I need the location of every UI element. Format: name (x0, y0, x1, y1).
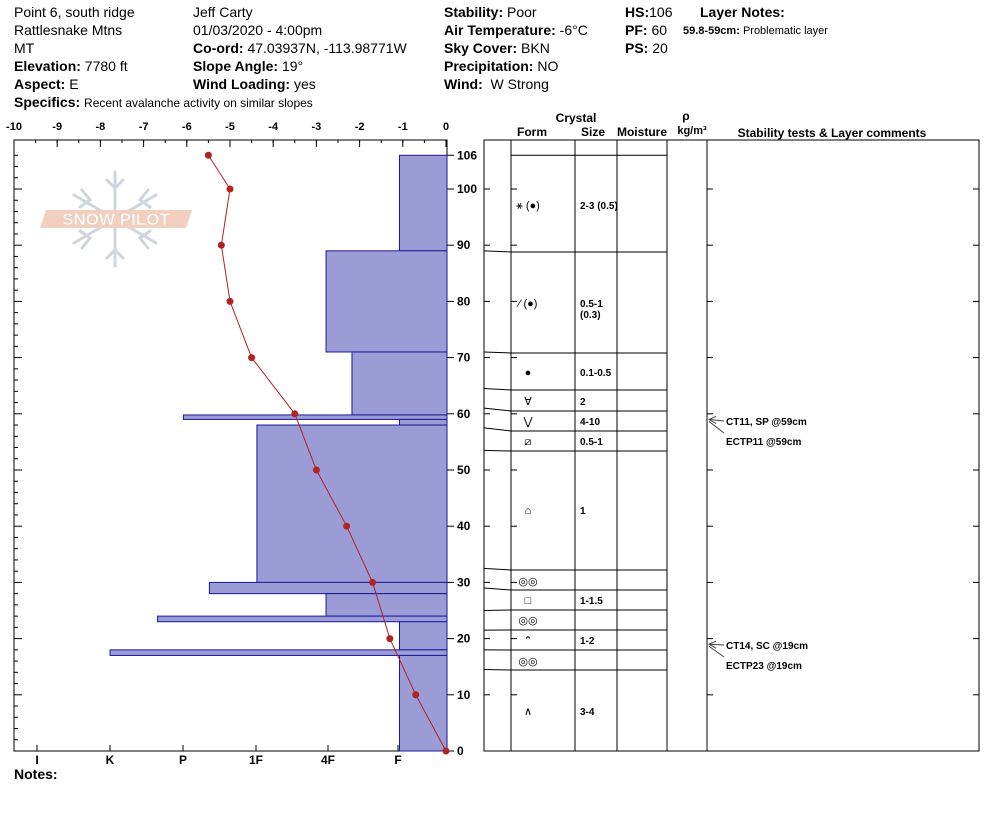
stability-test: ECTP11 @59cm (726, 437, 802, 448)
temp-tick-label: -7 (138, 121, 149, 133)
height-tick-label: 50 (457, 463, 471, 477)
hardness-tick-label: 4F (320, 753, 336, 767)
moisture-header: Moisture (616, 125, 668, 139)
state: MT (14, 40, 35, 56)
specifics: Specifics: Recent avalanche activity on similar slopes (14, 94, 313, 110)
hardness-layer (399, 622, 447, 650)
layer-form: ◎◎ (518, 615, 538, 627)
hardness-tick-label: P (178, 753, 188, 767)
temp-tick-label: -2 (354, 121, 365, 133)
layer-form: ⚹ (●) (516, 200, 540, 212)
temperature-point (248, 354, 255, 361)
test-arrow-line (709, 644, 724, 645)
datetime: 01/03/2020 - 4:00pm (193, 22, 323, 38)
hardness-layer (352, 352, 447, 415)
test-arrow-line (709, 646, 724, 657)
snowpilot-logo (40, 172, 192, 266)
layer-size: 1 (580, 506, 586, 517)
layer-form: ⋁ (523, 416, 533, 428)
hardness-tick-label: K (105, 753, 115, 767)
wind: Wind: W Strong (444, 76, 549, 92)
wind-loading: Wind Loading: yes (193, 76, 316, 92)
height-tick-label: 60 (457, 406, 471, 421)
hardness-layer (183, 415, 447, 419)
layer-form: ⌃ (523, 635, 533, 647)
temperature-point (291, 410, 298, 417)
height-tick-label: 40 (457, 519, 471, 534)
height-tick-label: 20 (457, 631, 471, 646)
hardness-layer (399, 155, 447, 251)
hardness-tick-label: F (394, 753, 402, 767)
stability-test: CT11, SP @59cm (726, 417, 807, 428)
size-header: Size (580, 125, 606, 139)
layer-form: ⁄ (●) (518, 298, 538, 310)
layer-notes-title: Layer Notes: (700, 4, 785, 20)
height-tick-label: 10 (457, 687, 471, 702)
range: Rattlesnake Mtns (14, 22, 123, 38)
hardness-layer (257, 425, 447, 582)
temperature-point (218, 242, 225, 249)
temperature-point (443, 748, 450, 755)
hs: HS:106 (625, 4, 673, 20)
temperature-point (386, 635, 393, 642)
layer-form: ⌂ (524, 505, 532, 517)
temp-tick-label: 0 (442, 121, 450, 133)
elevation: Elevation: 7780 ft (14, 58, 128, 74)
temperature-point (205, 152, 212, 159)
height-tick-label: 80 (457, 294, 471, 309)
temp-tick-label: -1 (397, 121, 408, 133)
location: Point 6, south ridge (14, 4, 135, 20)
hardness-layer (158, 616, 447, 622)
height-tick-label: 106 (457, 148, 478, 163)
air-temperature: Air Temperature: -6°C (444, 22, 588, 38)
layer-size: 2 (580, 397, 586, 408)
hardness-tick-label: 1F (248, 753, 264, 767)
height-tick-label: 90 (457, 238, 471, 253)
slope-angle: Slope Angle: 19° (193, 58, 304, 74)
observer: Jeff Carty (193, 4, 253, 20)
ps: PS: 20 (625, 40, 668, 56)
stability-test: ECTP23 @19cm (726, 661, 802, 672)
temperature-point (343, 523, 350, 530)
temp-tick-label: -10 (6, 121, 22, 133)
temp-tick-label: -5 (225, 121, 235, 133)
layer-form: ◎◎ (518, 656, 538, 668)
layer-form: ● (524, 367, 532, 379)
coordinates: Co-ord: 47.03937N, -113.98771W (193, 40, 407, 56)
height-tick-label: 70 (457, 350, 471, 365)
hardness-tick-label: I (35, 753, 39, 767)
temperature-point (412, 691, 419, 698)
pf: PF: 60 (625, 22, 668, 38)
hardness-layer (399, 419, 447, 425)
temp-tick-label: -4 (268, 121, 279, 133)
layer-size: 1-2 (580, 636, 595, 647)
layer-form: ∀ (524, 396, 532, 408)
form-header: Form (517, 125, 547, 139)
hardness-layer (326, 594, 447, 616)
temp-tick-label: -9 (52, 121, 63, 133)
stability: Stability: Poor (444, 4, 537, 20)
temperature-point (227, 186, 234, 193)
precipitation: Precipitation: NO (444, 58, 559, 74)
layer-size: 4-10 (580, 417, 601, 428)
stability-test: CT14, SC @19cm (726, 641, 809, 652)
hardness-layer (326, 251, 447, 352)
temperature-point (369, 579, 376, 586)
layer-size: 1-1.5 (580, 596, 603, 607)
hardness-layer (209, 582, 447, 593)
crystal-header: Crystal (555, 111, 597, 125)
layer-form: ⧄ (524, 436, 532, 448)
layer-size: 0.5-1 (580, 437, 603, 448)
temperature-point (227, 298, 234, 305)
layer-size: 0.5-1 (580, 299, 603, 310)
aspect: Aspect: E (14, 76, 79, 92)
density-symbol: ρ (682, 109, 690, 123)
temp-tick-label: -3 (311, 121, 322, 133)
height-tick-label: 30 (457, 575, 471, 590)
layer-form: ◎◎ (518, 576, 538, 588)
svg-text:SNOW PILOT: SNOW PILOT (62, 210, 170, 229)
sky-cover: Sky Cover: BKN (444, 40, 550, 56)
tests-header: Stability tests & Layer comments (737, 126, 927, 140)
layer-size: 0.1-0.5 (580, 368, 612, 379)
layer-form: ∧ (523, 706, 533, 718)
density-unit: kg/m³ (677, 125, 707, 137)
height-tick-label: 0 (457, 744, 464, 758)
layer-size: 2-3 (0.5) (580, 201, 618, 212)
temp-tick-label: -8 (95, 121, 106, 133)
notes-label: Notes: (14, 766, 58, 782)
layer-boundary (484, 610, 667, 611)
height-tick-label: 100 (457, 182, 478, 196)
layer-size: (0.3) (580, 310, 601, 321)
layer-form: □ (524, 595, 532, 607)
temperature-point (313, 467, 320, 474)
layer-notes: 59.8-59cm: Problematic layer (683, 25, 828, 37)
temp-tick-label: -6 (181, 121, 192, 133)
layer-size: 3-4 (580, 707, 595, 718)
test-arrow-line (709, 421, 724, 433)
hardness-layer (399, 655, 447, 751)
